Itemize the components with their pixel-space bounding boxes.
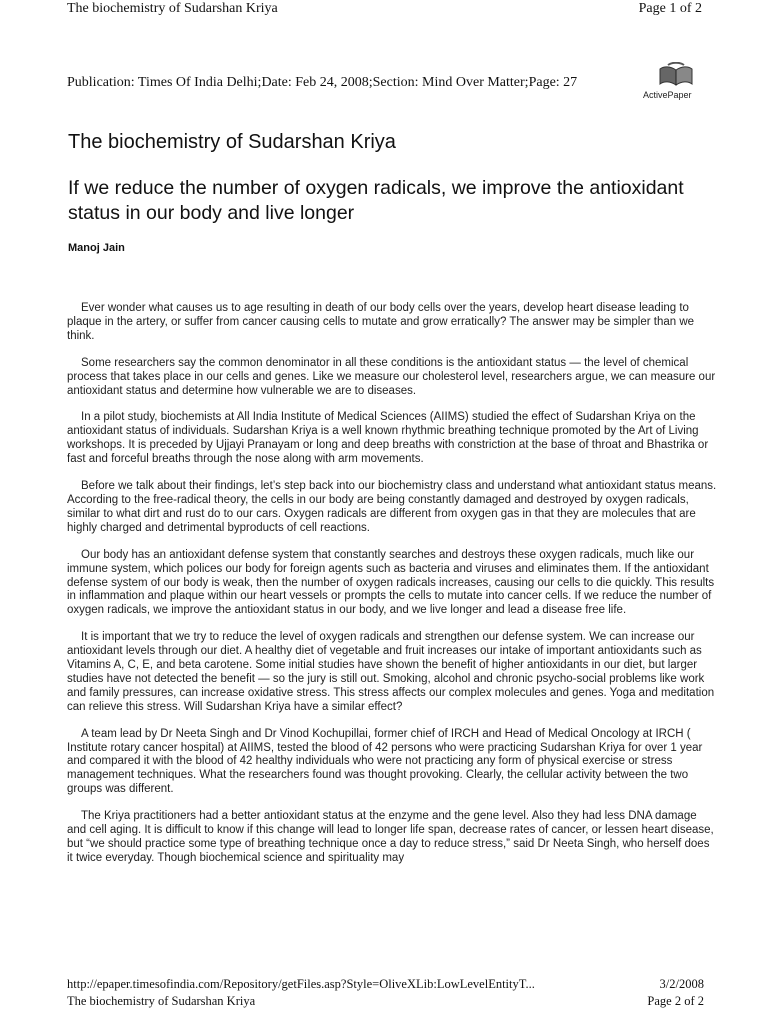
article-paragraph: Before we talk about their findings, let’s step back into our biochemistry class and understand what antioxidant status means. According to the free-radical theory, the cells in our body are being constantly damaged and destroyed by oxygen radicals, similar to what dirt and rust do to our cars. Oxygen radicals are different from oxygen gas in that they are molecules that are highly charged and detrimental byproducts of cell reactions.	[67, 480, 717, 534]
activepaper-logo	[640, 66, 720, 102]
header-page-number: Page 1 of 2	[638, 1, 702, 16]
footer-next-page: Page 2 of 2	[647, 994, 704, 1008]
article-paragraph: A team lead by Dr Neeta Singh and Dr Vinod Kochupillai, former chief of IRCH and Head of Medical Oncology at IRCH ( Institute rotary cancer hospital) at AIIMS, tested the blood of 42 persons who were practicing Sudarshan Kriya for over 1 year and compared it with the blood of 42 healthy individuals who were not practicing any form of physical exercise or stress management techniques. What the researchers found was thought provoking. Clearly, the cellular activity between the two groups was different.	[67, 727, 703, 796]
article-paragraph: It is important that we try to reduce the level of oxygen radicals and strengthen our defense system. We can increase our antioxidant levels through our diet. A healthy diet of vegetable and fruit increases our intake of important antioxidants such as Vitamins A, C, E, and beta carotene. Some initial studies have shown the benefit of higher antioxidants in our diet, but larger studies have not detected the benefit — so the jury is still out. Smoking, alcohol and chronic psycho-social problems like work and family pressures, can increase oxidative stress. This stress affects our complex molecules and genes. Yoga and meditation can relieve this stress. Will Sudarshan Kriya have a similar effect?	[67, 631, 715, 713]
header-title: The biochemistry of Sudarshan Kriya	[67, 1, 278, 16]
article-body	[67, 302, 717, 879]
article-paragraph: Ever wonder what causes us to age resulting in death of our body cells over the years, develop heart disease leading to plaque in the artery, or suffer from cancer causing cells to mutate and grow erratically? The answer may be simpler than we think.	[67, 302, 695, 342]
footer-date: 3/2/2008	[659, 977, 704, 991]
footer-next-title: The biochemistry of Sudarshan Kriya	[67, 994, 256, 1008]
footer-url[interactable]: http://epaper.timesofindia.com/Repository/getFiles.asp?Style=OliveXLib:LowLevelEntityT...	[67, 977, 535, 991]
author-byline: Manoj Jain	[68, 242, 125, 254]
article-paragraph: Some researchers say the common denominator in all these conditions is the antioxidant status — the level of chemical process that takes place in our cells and genes. Like we measure our cholesterol level, researchers argue, we can measure our antioxidant status and determine how vulnerable we are to diseases.	[67, 356, 716, 397]
article-paragraph: In a pilot study, biochemists at All India Institute of Medical Sciences (AIIMS) studied the effect of Sudarshan Kriya on the antioxidant status of individuals. Sudarshan Kriya is a well known rhythmic breathing technique promoted by the Art of Living workshops. It is preceded by Ujjayi Pranayam or long and deep breaths with constriction at the base of throat and Bhastrika or fast and forceful breaths through the nose along with arm movements.	[67, 411, 709, 466]
publication-line: Publication: Times Of India Delhi;Date: Feb 24, 2008;Section: Mind Over Matter;Page: 27	[67, 75, 578, 90]
article-subtitle: If we reduce the number of oxygen radicals, we improve the antioxidant status in our body and live longer	[68, 177, 684, 224]
article-title: The biochemistry of Sudarshan Kriya	[68, 131, 396, 153]
article-paragraph: Our body has an antioxidant defense system that constantly searches and destroys these oxygen radicals, much like our immune system, which polices our body for foreign agents such as bacteria and viruses and eliminates them. If the antioxidant defense system of our body is weak, then the number of oxygen radicals increases, causing our cells to die quickly. This results in inflammation and plaque within our heart vessels or prompts the cells to mutate into cancer cells. If we reduce the number of oxygen radicals, we improve the antioxidant status in our body, and we live longer and lead a disease free life.	[67, 548, 715, 617]
activepaper-logo-label: ActivePaper	[643, 90, 692, 100]
activepaper-logo-icon	[656, 62, 696, 88]
article-paragraph: The Kriya practitioners had a better antioxidant status at the enzyme and the gene level. Also they had less DNA damage and cell aging. It is difficult to know if this change will lead to longer life span, decrease rates of cancer, or lessen heart disease, but “we should practice some type of breathing technique once a day to reduce stress,” said Dr Neeta Singh, who herself does it twice everyday. Though biochemical science and spirituality may	[67, 810, 714, 864]
